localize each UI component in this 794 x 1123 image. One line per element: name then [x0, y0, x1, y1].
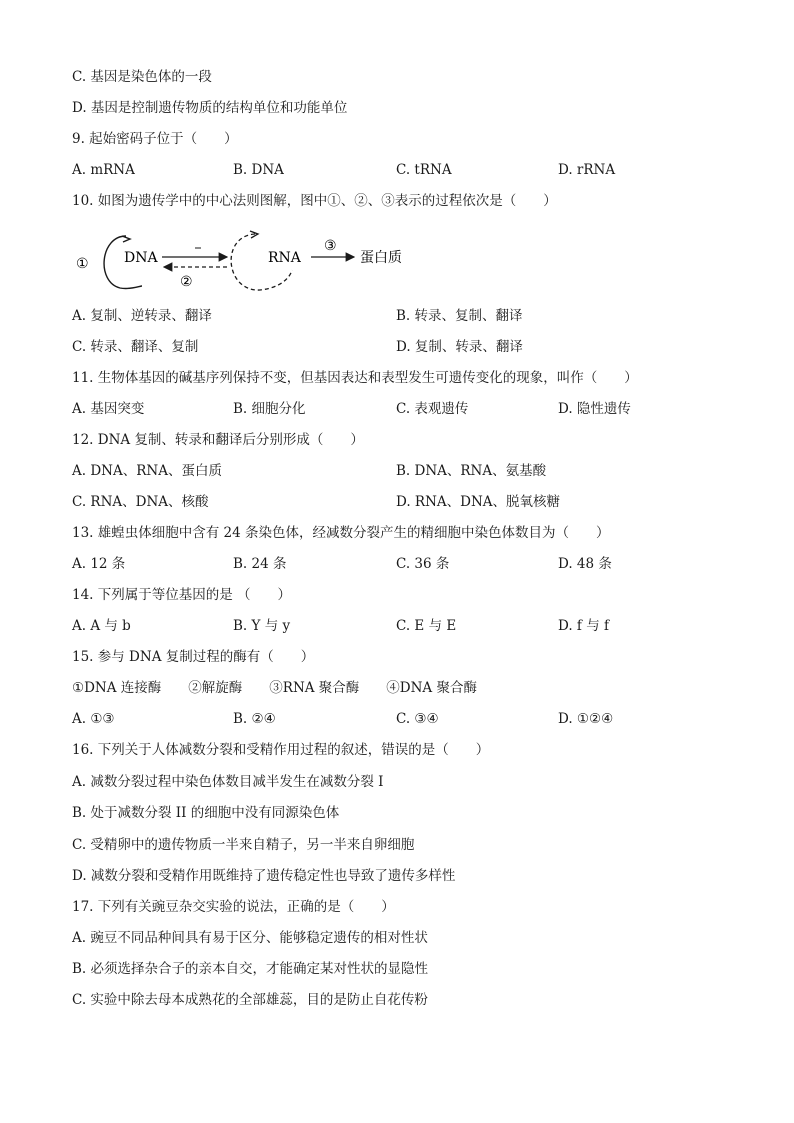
- q11-option-d: D. 隐性遗传: [558, 401, 631, 417]
- q16-option-a: A. 减数分裂过程中染色体数目减半发生在减数分裂 I: [72, 774, 384, 790]
- q11-option-b: B. 细胞分化: [233, 401, 306, 417]
- question-11: 11. 生物体基因的碱基序列保持不变，但基因表达和表型发生可遗传变化的现象，叫作（ ）: [72, 370, 638, 386]
- q16-option-d: D. 减数分裂和受精作用既维持了遗传稳定性也导致了遗传多样性: [72, 868, 456, 884]
- q8-option-d: D. 基因是控制遗传物质的结构单位和功能单位: [72, 100, 348, 116]
- q15-option-c: C. ③④: [396, 711, 439, 727]
- label-2: ②: [180, 274, 193, 290]
- q11-option-a: A. 基因突变: [72, 401, 145, 417]
- q14-option-b: B. Y 与 y: [233, 618, 291, 634]
- question-10: 10. 如图为遗传学中的中心法则图解，图中①、②、③表示的过程依次是（ ）: [72, 193, 557, 209]
- replication-arrowhead: [122, 236, 130, 242]
- q13-option-a: A. 12 条: [72, 556, 126, 572]
- question-17: 17. 下列有关豌豆杂交实验的说法，正确的是（ ）: [72, 899, 395, 915]
- question-13: 13. 雄蝗虫体细胞中含有 24 条染色体，经减数分裂产生的精细胞中染色体数目为（ ）: [72, 525, 610, 541]
- q17-option-a: A. 豌豆不同品种间具有易于区分、能够稳定遗传的相对性状: [72, 930, 428, 946]
- q15-option-b: B. ②④: [233, 711, 276, 727]
- q13-option-d: D. 48 条: [558, 556, 612, 572]
- q12-option-a: A. DNA、RNA、蛋白质: [72, 463, 222, 479]
- q10-option-c: C. 转录、翻译、复制: [72, 339, 199, 355]
- q10-option-b: B. 转录、复制、翻译: [396, 308, 523, 324]
- question-9: 9. 起始密码子位于（ ）: [72, 131, 238, 147]
- q15-option-a: A. ①③: [72, 711, 115, 727]
- q9-option-c: C. tRNA: [396, 162, 452, 178]
- q8-option-c: C. 基因是染色体的一段: [72, 69, 212, 85]
- question-14: 14. 下列属于等位基因的是 （ ）: [72, 587, 292, 603]
- q9-option-b: B. DNA: [233, 162, 284, 178]
- q10-option-d: D. 复制、转录、翻译: [396, 339, 523, 355]
- q9-option-a: A. mRNA: [72, 162, 135, 178]
- q15-option-d: D. ①②④: [558, 711, 614, 727]
- q14-option-d: D. f 与 f: [558, 618, 610, 634]
- q12-option-d: D. RNA、DNA、脱氧核糖: [396, 494, 561, 510]
- q16-option-b: B. 处于减数分裂 II 的细胞中没有同源染色体: [72, 805, 340, 821]
- q13-option-c: C. 36 条: [396, 556, 450, 572]
- central-dogma-diagram: [70, 228, 430, 294]
- q17-option-b: B. 必须选择杂合子的亲本自交，才能确定某对性状的显隐性: [72, 961, 429, 977]
- q15-enzyme-list: ①DNA 连接酶 ②解旋酶 ③RNA 聚合酶 ④DNA 聚合酶: [72, 680, 477, 696]
- question-16: 16. 下列关于人体减数分裂和受精作用过程的叙述，错误的是（ ）: [72, 742, 490, 758]
- question-15: 15. 参与 DNA 复制过程的酶有（ ）: [72, 649, 315, 665]
- q12-option-b: B. DNA、RNA、氨基酸: [396, 463, 547, 479]
- label-1: ①: [76, 256, 89, 272]
- q14-option-a: A. A 与 b: [72, 618, 131, 634]
- q10-option-a: A. 复制、逆转录、翻译: [72, 308, 212, 324]
- protein-label: 蛋白质: [360, 250, 402, 266]
- q9-option-d: D. rRNA: [558, 162, 616, 178]
- q12-option-c: C. RNA、DNA、核酸: [72, 494, 209, 510]
- dna-label: DNA: [124, 250, 158, 266]
- q11-option-c: C. 表观遗传: [396, 401, 469, 417]
- q17-option-c: C. 实验中除去母本成熟花的全部雄蕊，目的是防止自花传粉: [72, 992, 428, 1008]
- q14-option-c: C. E 与 E: [396, 618, 457, 634]
- question-12: 12. DNA 复制、转录和翻译后分别形成（ ）: [72, 432, 364, 448]
- label-3: ③: [324, 238, 337, 254]
- rna-label: RNA: [268, 250, 301, 266]
- q16-option-c: C. 受精卵中的遗传物质一半来自精子，另一半来自卵细胞: [72, 837, 415, 853]
- q13-option-b: B. 24 条: [233, 556, 287, 572]
